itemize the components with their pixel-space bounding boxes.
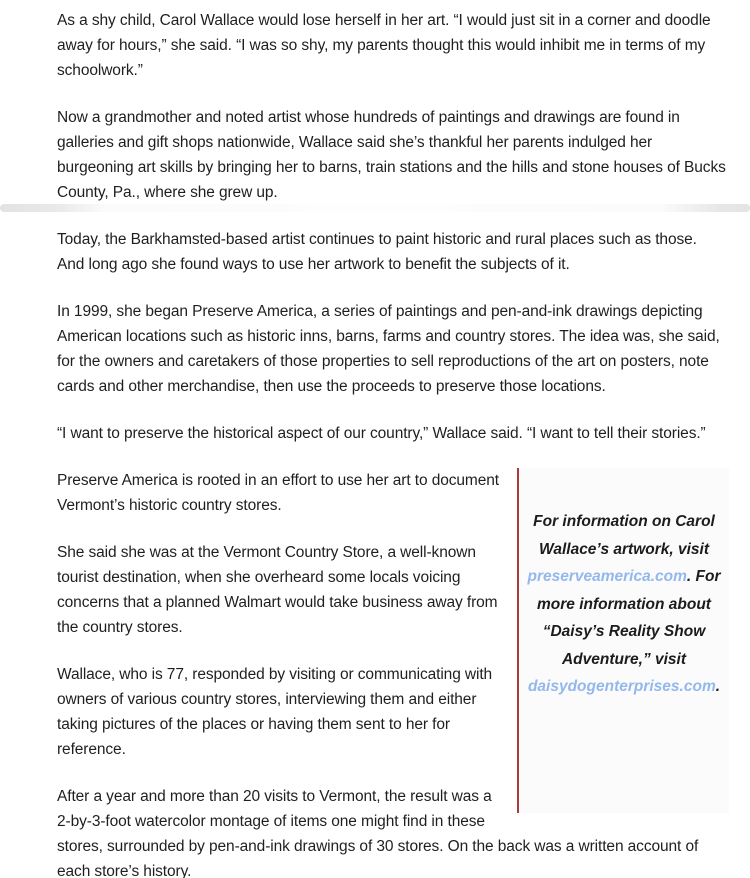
pull-quote-text: . For more information about “Daisy’s Reality Show Adventure,” visit: [537, 568, 721, 668]
article-paragraph: As a shy child, Carol Wallace would lose herself in her art. “I would just sit in a corner and doodle away for hours,” she said. “I was so shy, my parents thought this would inhibit me in terms of my schoolwork.”: [57, 12, 711, 79]
article-paragraph: Wallace, who is 77, responded by visiting or communicating with owners of various country stores, interviewing them and either taking pictures of the places or having them sent to her for reference.: [57, 666, 493, 758]
article-paragraph: In 1999, she began Preserve America, a series of paintings and pen-and-ink drawings depicting American locations such as historic inns, barns, farms and country stores. The idea was, she said, for the owners and caretakers of those properties to sell reproductions of the art on posters, note cards and other merchandise, then use the proceeds to preserve those locations.: [57, 303, 720, 395]
daisydogenterprises-link[interactable]: daisydogenterprises.com: [527, 678, 716, 695]
preserveamerica-link[interactable]: preserveamerica.com: [527, 568, 687, 585]
article-paragraph: Preserve America is rooted in an effort to use her art to document Vermont’s historic country stores.: [57, 472, 499, 514]
pull-quote-text: For information on Carol Wallace’s artwork, visit: [533, 513, 715, 558]
article-body: [57, 8, 726, 878]
pull-quote-text: .: [715, 678, 721, 695]
article-paragraph: After a year and more than 20 visits to Vermont, the result was a 2-by-3-foot watercolor montage of items one might find in these stores, surrounded by pen-and-ink drawings of 30 stores. On the back was a written account of each store’s history.: [57, 788, 699, 878]
article-paragraph: Today, the Barkhamsted-based artist continues to paint historic and rural places such as those. And long ago she found ways to use her artwork to benefit the subjects of it.: [57, 231, 697, 273]
article-paragraph: She said she was at the Vermont Country Store, a well-known tourist destination, when she overheard some locals voicing concerns that a planned Walmart would take business away from the country stores.: [57, 544, 498, 636]
pull-quote-box: [517, 468, 729, 813]
article-paragraph: Now a grandmother and noted artist whose hundreds of paintings and drawings are found in galleries and gift shops nationwide, Wallace said she’s thankful her parents indulged her burgeoning art skills by bringing her to barns, train stations and the hills and stone houses of Bucks County, Pa., where she grew up.: [57, 109, 726, 201]
article-paragraph: “I want to preserve the historical aspect of our country,” Wallace said. “I want to tell their stories.”: [57, 425, 706, 442]
